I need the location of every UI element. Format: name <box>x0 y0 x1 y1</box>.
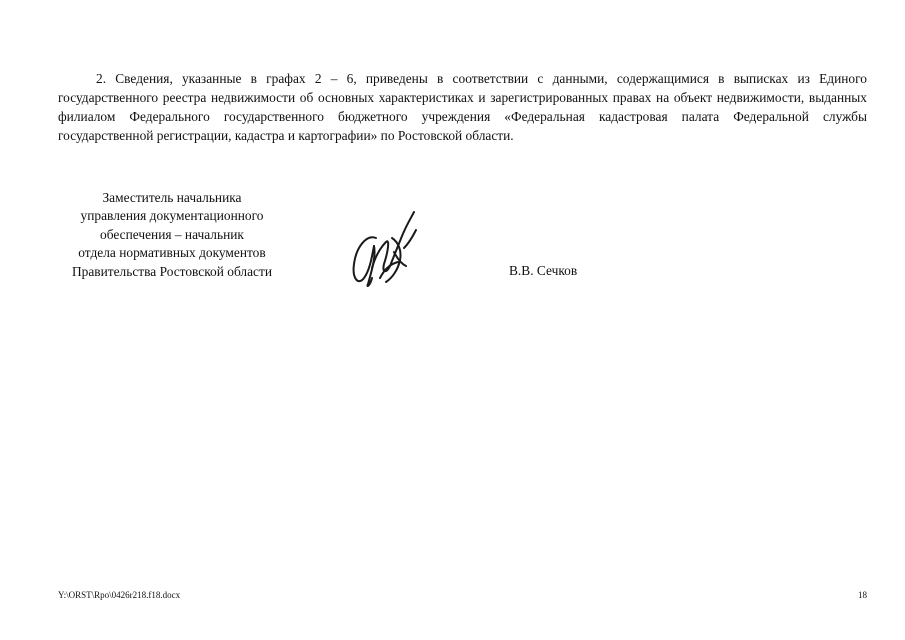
body-paragraph: 2. Сведения, указанные в графах 2 – 6, приведены в соответствии с данными, содержащимися в выписках из Единого государственного реестра недвижимости об основных характеристиках и зарегистрированных правах на объект недвижимости, выданных филиалом Федерального государственного бюджетного учреждения «Федеральная кадастровая палата Федеральной службы государственной регистрации, кадастра и картографии» по Ростовской области. <box>58 71 867 143</box>
signer-name: В.В. Сечков <box>509 263 578 278</box>
handwritten-signature <box>346 208 422 292</box>
footer-file-path: Y:\ORST\Rpo\0426r218.f18.docx <box>58 590 181 600</box>
signer-title-line: отдела нормативных документов <box>78 245 266 261</box>
signer-title-line: Заместитель начальника <box>102 190 242 205</box>
signer-title-line: обеспечения – начальник <box>100 226 244 242</box>
signer-title-line: управления документационного <box>80 208 264 224</box>
footer-page-number: 18 <box>858 590 867 600</box>
signer-title-line: Правительства Ростовской области <box>71 263 273 279</box>
signer-position-title <box>52 189 292 281</box>
